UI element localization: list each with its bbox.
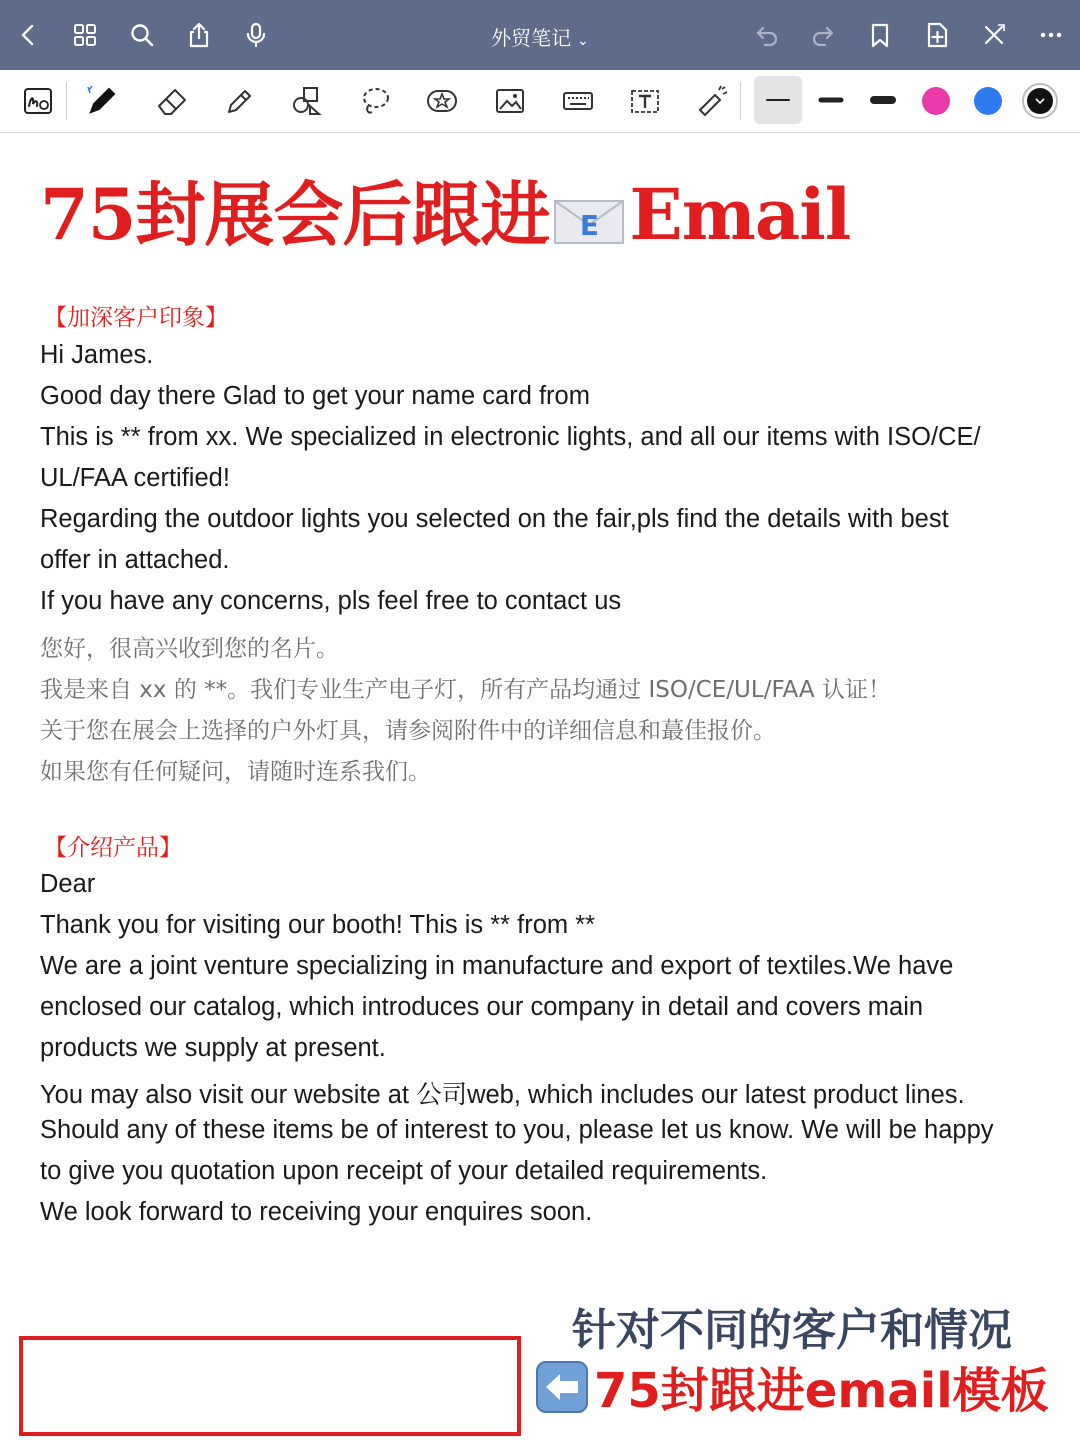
caption-line-1: 针对不同的客户和情况 [572, 1305, 1012, 1356]
document-title[interactable] [440, 22, 640, 51]
text-line: Good day there Glad to get your name card from [40, 382, 590, 410]
text-line: We look forward to receiving your enquires soon. [40, 1198, 593, 1226]
translation-line: 关于您在展会上选择的户外灯具，请参阅附件中的详细信息和蕞佳报价。 [40, 718, 776, 744]
highlighter-icon[interactable] [220, 82, 260, 120]
translation-line: 我是来自 xx 的 **。我们专业生产电子灯，所有产品均通过 ISO/CE/UL/FAA 认证！ [40, 677, 891, 703]
color-swatch-black-selected[interactable] [1022, 83, 1058, 119]
text-line: Thank you for visiting our booth! This is ** from ** [40, 911, 596, 939]
back-icon[interactable] [12, 18, 46, 52]
microphone-icon[interactable] [239, 18, 273, 52]
text-line: Should any of these items be of interest to you, please let us know. We will be happy [40, 1116, 994, 1144]
toolbar-divider [740, 82, 741, 120]
text-line: Hi James. [40, 341, 154, 369]
sticker-icon[interactable] [422, 82, 462, 120]
text-line: Regarding the outdoor lights you selected on the fair,pls find the details with best [40, 505, 949, 533]
lasso-icon[interactable] [355, 82, 395, 120]
search-icon[interactable] [125, 18, 159, 52]
note-title [40, 159, 850, 260]
text-line: UL/FAA certified! [40, 464, 230, 492]
caption-line-2-text: 75封跟进email模板 [594, 1363, 1049, 1419]
close-pen-icon[interactable] [977, 18, 1011, 52]
text-line: products we supply at present. [40, 1034, 386, 1062]
document-title-text: 外贸笔记 [491, 26, 572, 50]
stroke-width-thin-selected[interactable] [754, 76, 802, 124]
redo-icon[interactable] [806, 18, 840, 52]
note-page [0, 133, 1080, 1443]
drawing-toolbar [0, 70, 1080, 133]
more-options-icon[interactable] [1034, 18, 1068, 52]
text-line: enclosed our catalog, which introduces our company in detail and covers main [40, 993, 924, 1021]
highlight-box [19, 1336, 521, 1436]
color-swatch-blue[interactable] [974, 87, 1002, 115]
text-box-icon[interactable] [625, 82, 665, 120]
text-line: offer in attached. [40, 546, 230, 574]
section-heading: 【介绍产品】 [44, 835, 182, 861]
stroke-width-thick[interactable] [860, 76, 908, 124]
text-line: Dear [40, 870, 96, 898]
note-title-email: Email [629, 173, 851, 256]
text-line: to give you quotation upon receipt of your detailed requirements. [40, 1157, 768, 1185]
shapes-icon[interactable] [287, 82, 327, 120]
undo-icon[interactable] [750, 18, 784, 52]
toolbar-divider [66, 82, 67, 120]
handwriting-icon[interactable] [18, 82, 58, 120]
chevron-down-icon: ⌄ [577, 33, 589, 49]
top-nav-bar [0, 0, 1080, 70]
text-line: If you have any concerns, pls feel free to contact us [40, 587, 622, 615]
translation-line: 您好，很高兴收到您的名片。 [40, 636, 339, 662]
text-line: This is ** from xx. We specialized in electronic lights, and all our items with ISO/CE/ [40, 423, 981, 451]
section-heading: 【加深客户印象】 [44, 305, 228, 331]
chevron-down-icon [1034, 95, 1046, 107]
text-line: You may also visit our website at 公司web, which includes our latest product lines. [40, 1081, 965, 1109]
grid-view-icon[interactable] [68, 18, 102, 52]
envelope-letter: E [580, 209, 599, 242]
bookmark-icon[interactable] [863, 18, 897, 52]
email-envelope-icon [553, 195, 625, 247]
text-line: We are a joint venture specializing in manufacture and export of textiles.We have [40, 952, 954, 980]
pen-tool-icon[interactable] [82, 82, 122, 120]
eraser-icon[interactable] [152, 82, 192, 120]
keyboard-icon[interactable] [558, 82, 598, 120]
caption-line-2 [534, 1352, 1049, 1421]
translation-line: 如果您有任何疑问，请随时连系我们。 [40, 759, 431, 785]
add-page-icon[interactable] [920, 18, 954, 52]
laser-pointer-icon[interactable] [692, 82, 732, 120]
selected-color-dot [1027, 88, 1053, 114]
color-swatch-pink[interactable] [922, 87, 950, 115]
image-icon[interactable] [490, 82, 530, 120]
share-icon[interactable] [182, 18, 216, 52]
stroke-width-medium[interactable] [808, 76, 856, 124]
left-arrow-icon [534, 1359, 590, 1415]
note-title-chinese: 75封展会后跟进 [40, 173, 550, 256]
